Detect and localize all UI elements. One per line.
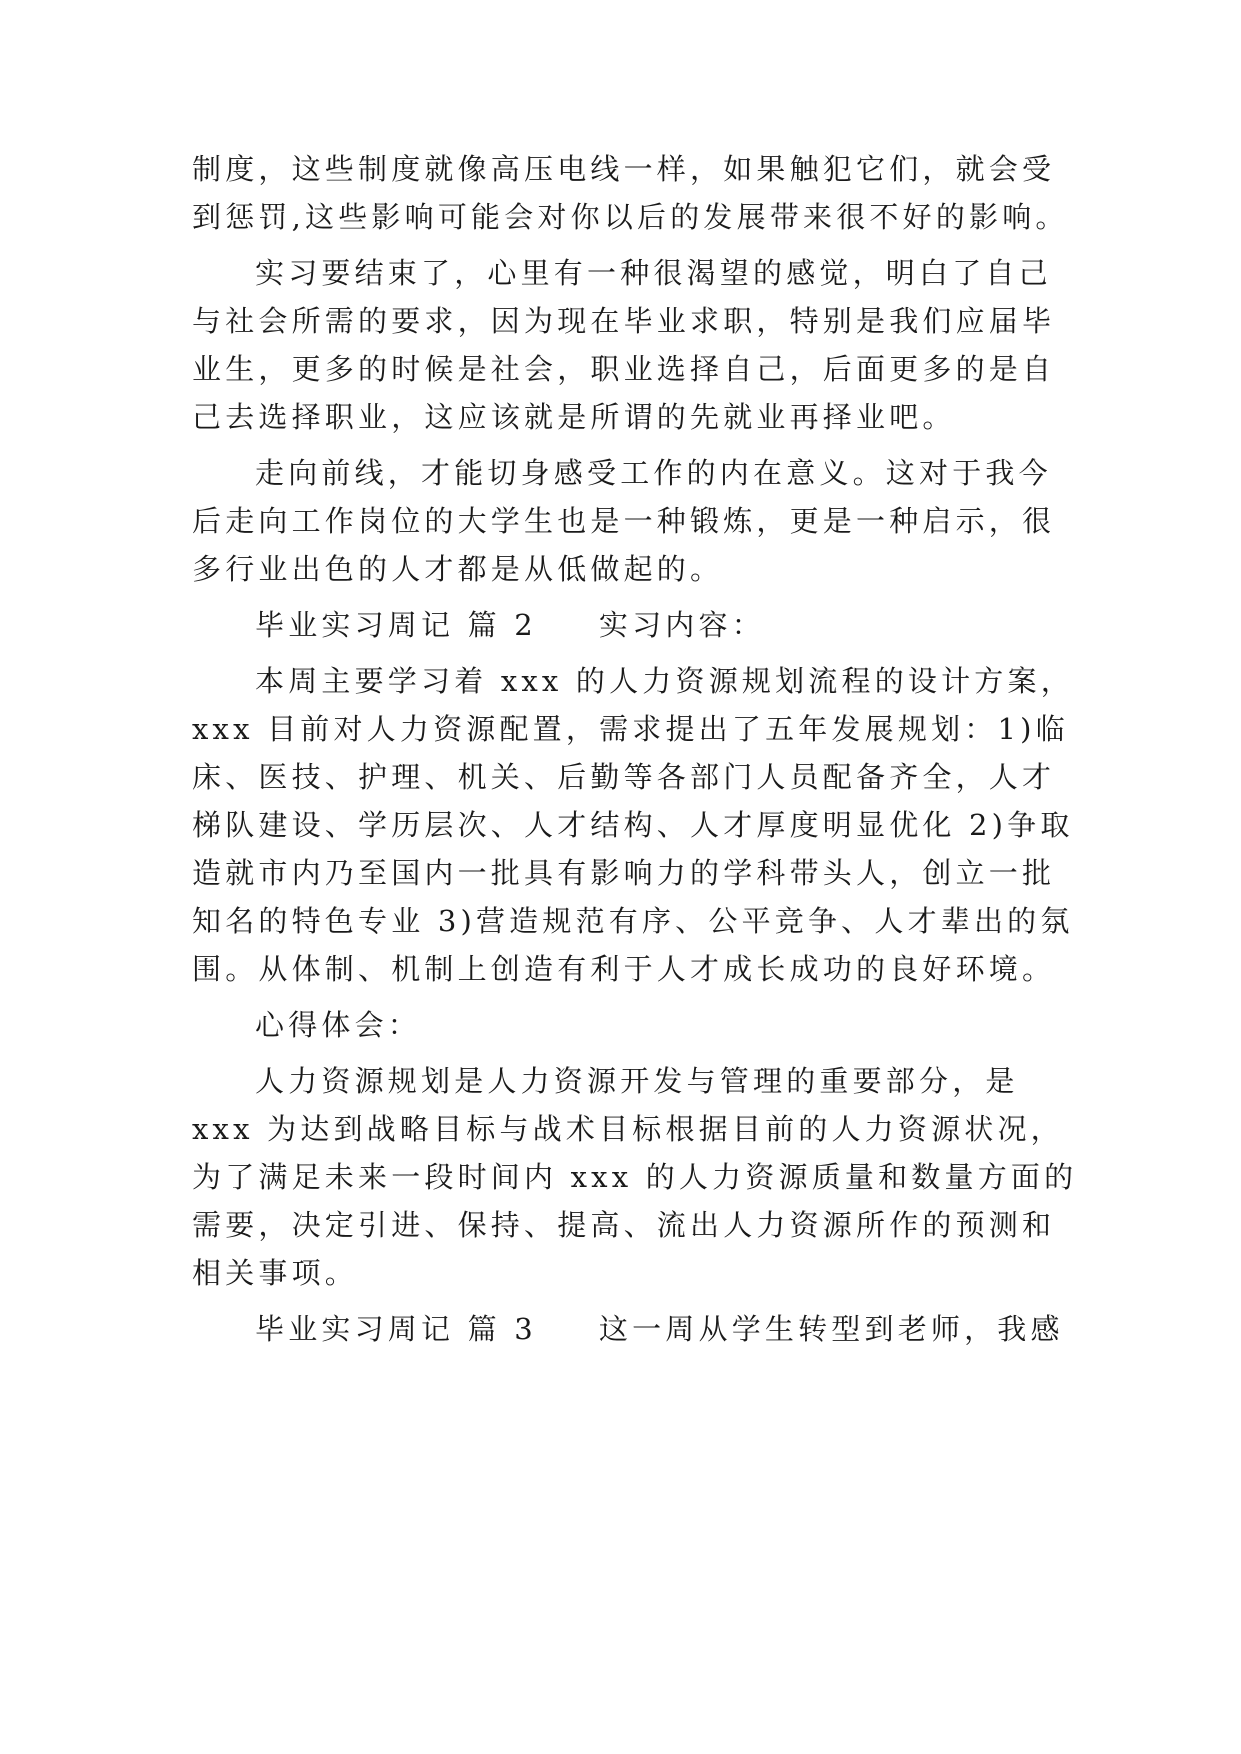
paragraph-line: 业生，更多的时候是社会，职业选择自己，后面更多的是自	[192, 352, 1056, 386]
paragraph-line: xxx 目前对人力资源配置，需求提出了五年发展规划：1)临	[192, 712, 1069, 746]
paragraph-line: 相关事项。	[192, 1256, 359, 1290]
paragraph-line: 多行业出色的人才都是从低做起的。	[192, 552, 724, 586]
section-heading: 毕业实习周记 篇 2	[255, 608, 537, 642]
paragraph-line: 人力资源规划是人力资源开发与管理的重要部分，是	[255, 1064, 1019, 1098]
paragraph-line: 本周主要学习着 xxx 的人力资源规划流程的设计方案，	[255, 664, 1074, 698]
paragraph-line: 造就市内乃至国内一批具有影响力的学科带头人，创立一批	[192, 856, 1056, 890]
subsection-label: 实习内容：	[598, 608, 765, 642]
paragraph-line: 己去选择职业，这应该就是所谓的先就业再择业吧。	[192, 400, 956, 434]
paragraph-line: 需要，决定引进、保持、提高、流出人力资源所作的预测和	[192, 1208, 1056, 1242]
paragraph-line: 实习要结束了，心里有一种很渴望的感觉，明白了自己	[255, 256, 1052, 290]
section-heading-line	[255, 605, 765, 645]
paragraph-text: 这一周从学生转型到老师，我感	[598, 1312, 1064, 1346]
paragraph-line: 知名的特色专业 3)营造规范有序、公平竞争、人才辈出的氛	[192, 904, 1074, 938]
paragraph-line: 走向前线，才能切身感受工作的内在意义。这对于我今	[255, 456, 1052, 490]
paragraph-line: 与社会所需的要求，因为现在毕业求职，特别是我们应届毕	[192, 304, 1056, 338]
section-heading: 毕业实习周记 篇 3	[255, 1312, 537, 1346]
paragraph-line: 后走向工作岗位的大学生也是一种锻炼，更是一种启示，很	[192, 504, 1056, 538]
paragraph-line: 制度，这些制度就像高压电线一样，如果触犯它们，就会受	[192, 152, 1056, 186]
paragraph-line: 为了满足未来一段时间内 xxx 的人力资源质量和数量方面的	[192, 1160, 1078, 1194]
paragraph-line: xxx 为达到战略目标与战术目标根据目前的人力资源状况，	[192, 1112, 1064, 1146]
paragraph-line: 围。从体制、机制上创造有利于人才成长成功的良好环境。	[192, 952, 1056, 986]
paragraph-line: 到惩罚,这些影响可能会对你以后的发展带来很不好的影响。	[192, 200, 1069, 234]
subsection-label: 心得体会：	[255, 1008, 422, 1042]
paragraph-line: 梯队建设、学历层次、人才结构、人才厚度明显优化 2)争取	[192, 808, 1074, 842]
paragraph-line: 床、医技、护理、机关、后勤等各部门人员配备齐全，人才	[192, 760, 1056, 794]
section-heading-line	[255, 1309, 1064, 1349]
